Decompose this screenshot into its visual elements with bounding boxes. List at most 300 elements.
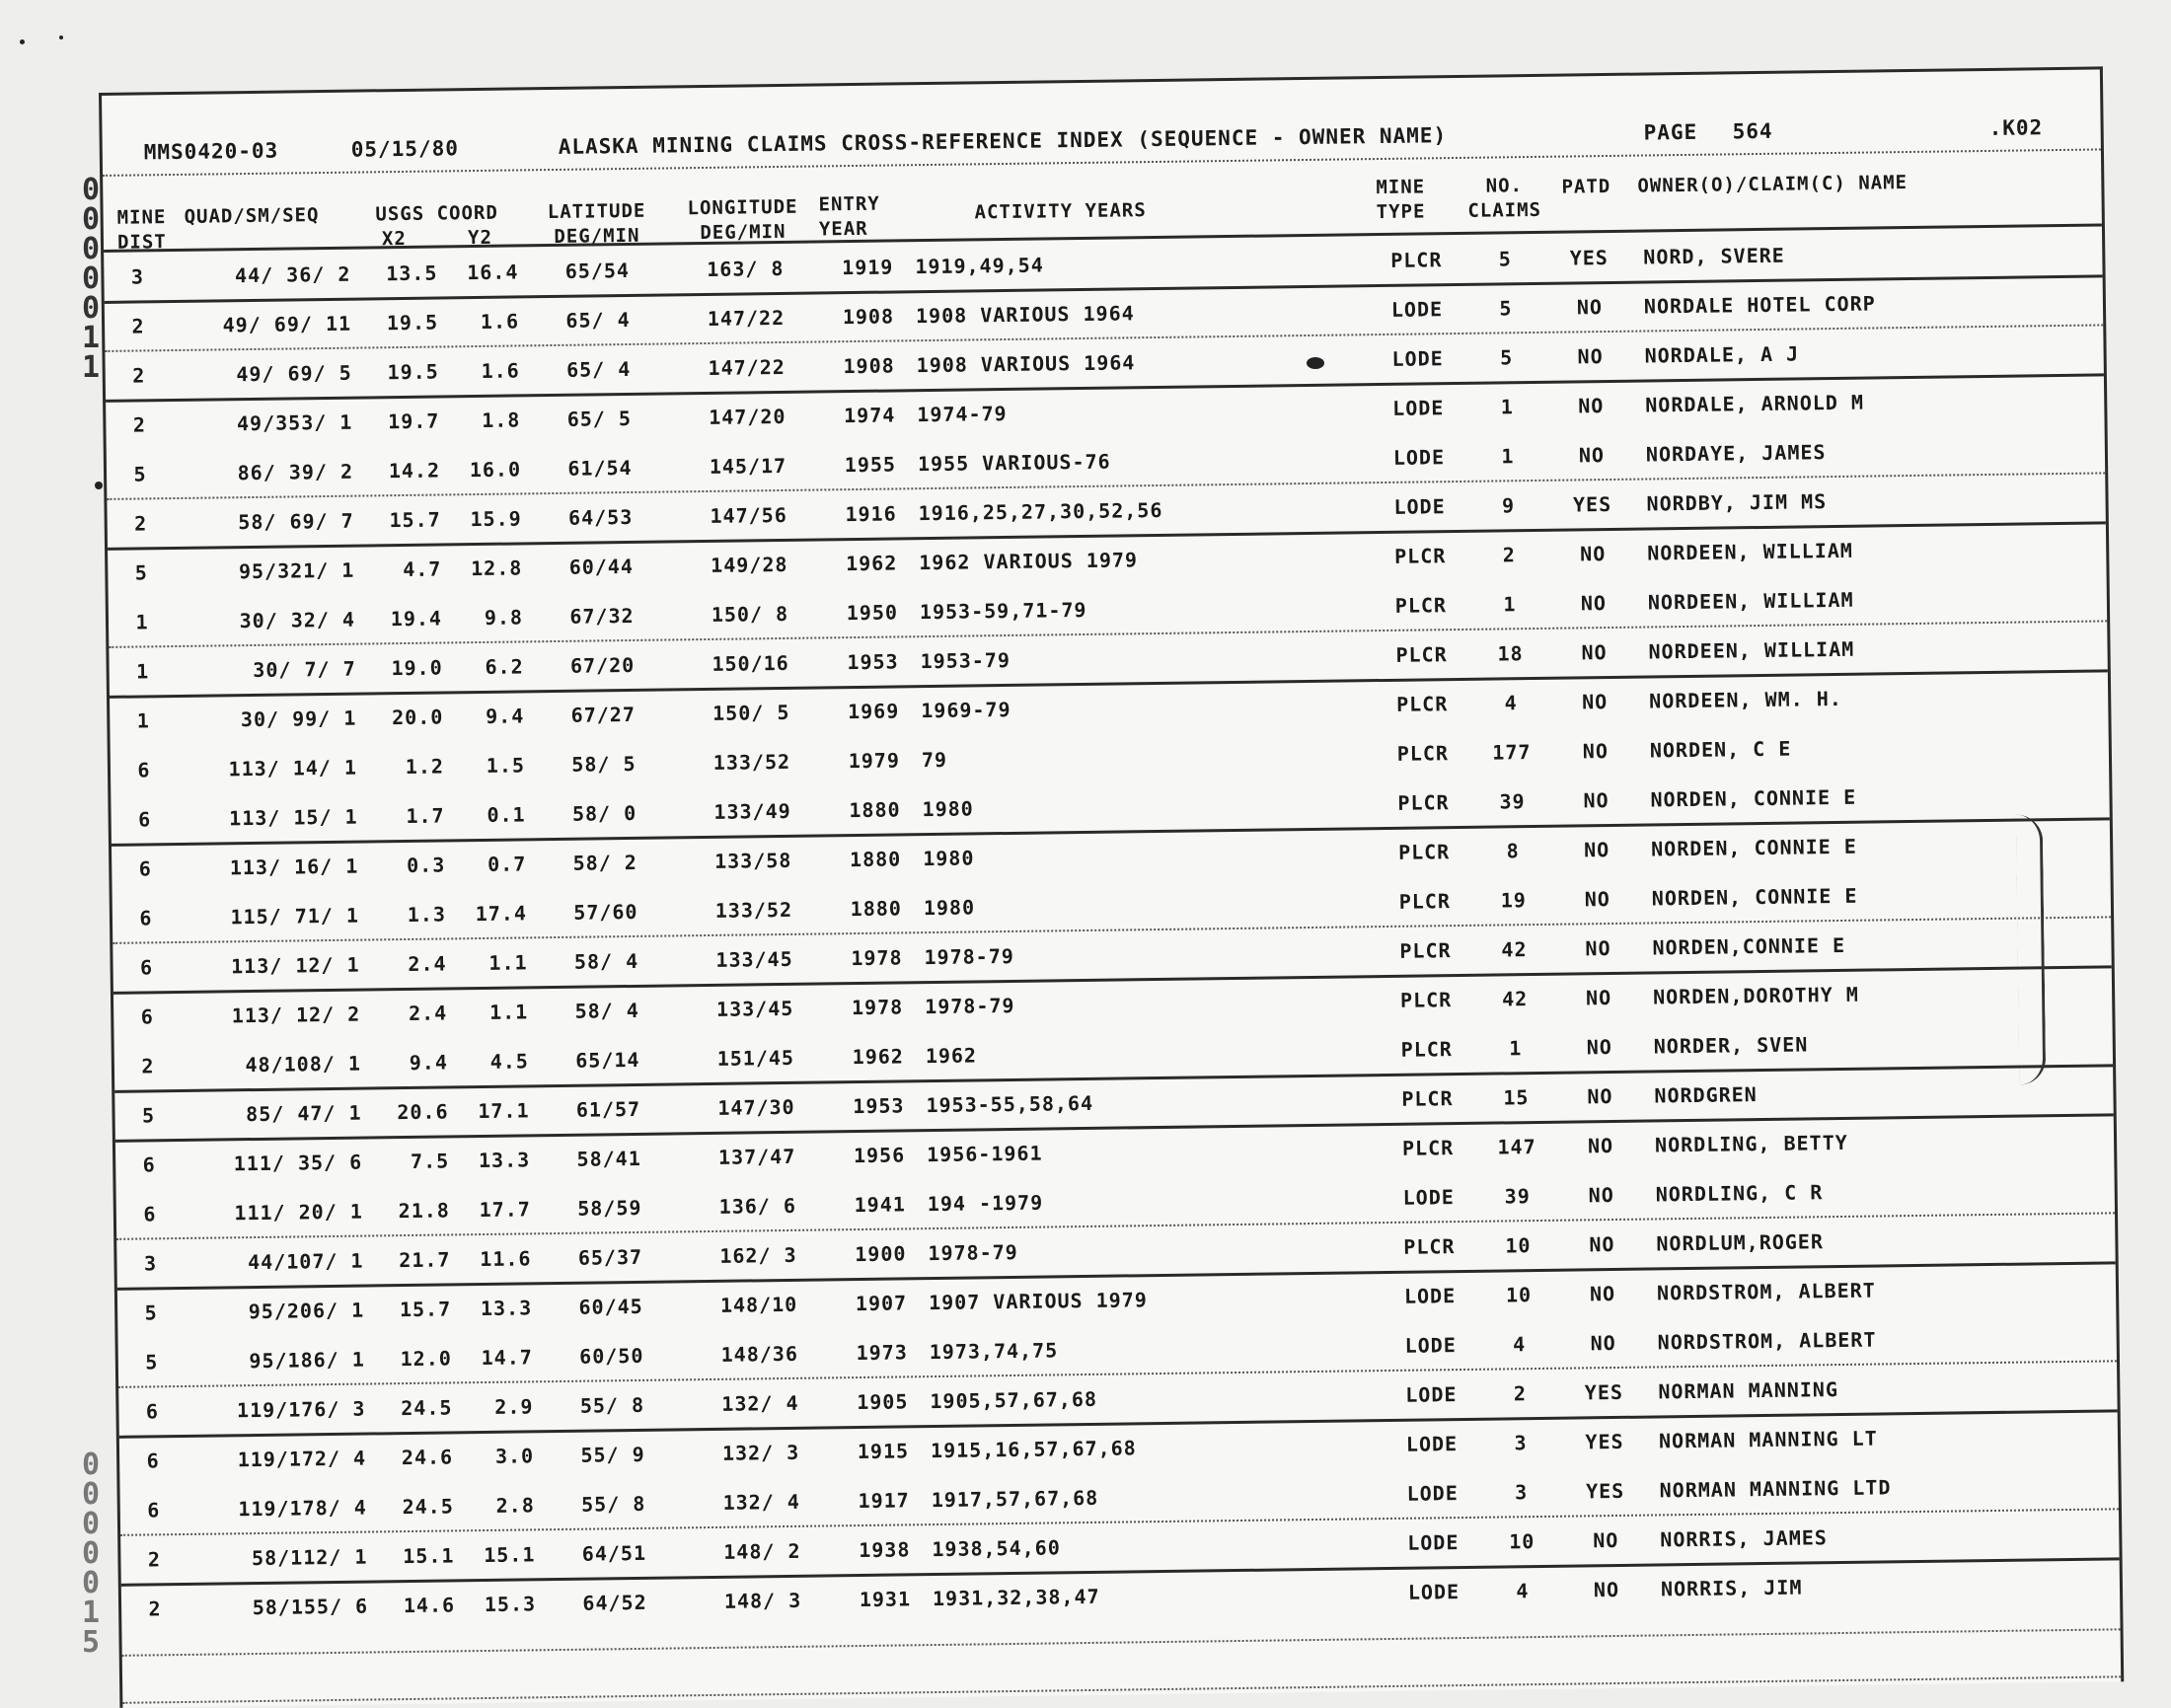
cell-type: LODE bbox=[1391, 346, 1444, 371]
cell-x2: 14.6 bbox=[403, 1593, 456, 1618]
cell-lat: 65/ 5 bbox=[566, 406, 633, 431]
cell-y2: 12.8 bbox=[471, 556, 523, 581]
cell-activity: 1908 VARIOUS 1964 bbox=[916, 350, 1136, 378]
cell-lon: 147/56 bbox=[710, 502, 787, 528]
cell-entry: 1938 bbox=[859, 1537, 911, 1563]
cell-type: LODE bbox=[1407, 1580, 1460, 1604]
cell-lon: 148/36 bbox=[720, 1341, 799, 1367]
cell-y2: 1.5 bbox=[486, 753, 526, 778]
cell-quad: 44/ 36/ 2 bbox=[234, 261, 351, 288]
cell-x2: 19.5 bbox=[386, 310, 439, 335]
col-quad: QUAD/SM/SEQ bbox=[184, 204, 320, 228]
cell-y2: 17.7 bbox=[479, 1197, 532, 1223]
cell-lon: 133/45 bbox=[715, 946, 793, 972]
col-no-claims: NO. CLAIMS bbox=[1467, 175, 1542, 222]
cell-lat: 58/ 0 bbox=[571, 800, 637, 826]
cell-activity: 1978-79 bbox=[928, 1239, 1018, 1266]
cell-lat: 65/37 bbox=[577, 1244, 643, 1270]
cell-lat: 55/ 9 bbox=[580, 1442, 645, 1467]
cell-claims: 18 bbox=[1497, 641, 1524, 666]
cell-dist: 2 bbox=[134, 511, 148, 536]
cell-owner: NORDEN,DOROTHY M bbox=[1652, 982, 1859, 1009]
cell-entry: 1900 bbox=[855, 1241, 907, 1267]
cell-activity: 1953-55,58,64 bbox=[926, 1090, 1094, 1118]
cell-lon: 150/ 5 bbox=[712, 700, 790, 725]
handwritten-bracket bbox=[2016, 814, 2047, 1084]
cell-type: PLCR bbox=[1394, 544, 1447, 568]
cell-entry: 1953 bbox=[847, 649, 899, 675]
cell-x2: 1.2 bbox=[405, 754, 445, 779]
cell-claims: 19 bbox=[1500, 888, 1528, 913]
cell-lon: 136/ 6 bbox=[718, 1193, 797, 1219]
cell-lon: 133/58 bbox=[713, 848, 792, 873]
cell-type: PLCR bbox=[1401, 1086, 1454, 1111]
cell-dist: 6 bbox=[145, 1399, 160, 1424]
cell-quad: 113/ 12/ 2 bbox=[231, 1002, 361, 1028]
cell-claims: 9 bbox=[1501, 493, 1516, 518]
cell-owner: NORDSTROM, ALBERT bbox=[1656, 1278, 1876, 1305]
col-activity-years: ACTIVITY YEARS bbox=[974, 199, 1147, 224]
cell-patd: NO bbox=[1593, 1577, 1620, 1602]
cell-claims: 10 bbox=[1505, 1283, 1533, 1307]
cell-x2: 4.7 bbox=[403, 557, 442, 582]
cell-entry: 1953 bbox=[853, 1093, 905, 1119]
ink-blot bbox=[1307, 357, 1324, 369]
cell-entry: 1974 bbox=[844, 403, 896, 428]
cell-entry: 1916 bbox=[845, 501, 897, 527]
cell-type: PLCR bbox=[1397, 790, 1450, 815]
cell-x2: 15.7 bbox=[399, 1297, 452, 1322]
cell-dist: 6 bbox=[138, 856, 152, 881]
cell-entry: 1950 bbox=[846, 600, 899, 626]
cell-dist: 2 bbox=[147, 1547, 162, 1572]
cell-claims: 4 bbox=[1516, 1579, 1530, 1603]
cell-lat: 57/60 bbox=[573, 899, 638, 925]
cell-claims: 2 bbox=[1513, 1381, 1528, 1406]
cell-patd: NO bbox=[1578, 443, 1606, 468]
col-patd: PATD bbox=[1561, 175, 1611, 198]
cell-claims: 42 bbox=[1501, 937, 1528, 962]
cell-patd: NO bbox=[1580, 542, 1607, 566]
cell-lon: 132/ 3 bbox=[721, 1440, 800, 1465]
cell-owner: NORDLING, C R bbox=[1655, 1180, 1824, 1207]
cell-dist: 2 bbox=[132, 363, 146, 388]
cell-entry: 1908 bbox=[842, 304, 895, 330]
cell-claims: 4 bbox=[1504, 691, 1518, 715]
col-entry-year: ENTRY YEAR bbox=[818, 192, 880, 241]
cell-owner: NORMAN MANNING LT bbox=[1658, 1426, 1878, 1453]
cell-quad: 49/353/ 1 bbox=[236, 409, 353, 436]
cell-owner: NORDEN, C E bbox=[1649, 736, 1792, 763]
cell-x2: 15.1 bbox=[403, 1543, 455, 1569]
cell-type: PLCR bbox=[1399, 988, 1453, 1012]
cell-y2: 9.8 bbox=[484, 605, 524, 630]
cell-lat: 65/14 bbox=[575, 1047, 640, 1073]
cell-owner: NORDAYE, JAMES bbox=[1645, 440, 1827, 467]
cell-y2: 1.6 bbox=[481, 358, 520, 383]
cell-owner: NORDEEN, WILLIAM bbox=[1647, 587, 1854, 615]
cell-x2: 19.0 bbox=[391, 655, 443, 681]
cell-dist: 6 bbox=[147, 1498, 161, 1522]
cell-patd: YES bbox=[1585, 1429, 1624, 1454]
cell-activity: 1973,74,75 bbox=[929, 1338, 1059, 1365]
cell-quad: 95/186/ 1 bbox=[249, 1347, 365, 1374]
cell-patd: NO bbox=[1580, 591, 1608, 616]
cell-lat: 60/50 bbox=[579, 1343, 644, 1369]
cell-entry: 1919 bbox=[842, 255, 894, 280]
cell-patd: NO bbox=[1578, 394, 1605, 418]
cell-patd: NO bbox=[1583, 788, 1610, 813]
cell-lon: 133/52 bbox=[712, 749, 791, 775]
cell-quad: 30/ 32/ 4 bbox=[239, 607, 356, 633]
cell-lon: 133/49 bbox=[713, 798, 791, 824]
cell-dist: 3 bbox=[130, 264, 145, 289]
cell-type: LODE bbox=[1406, 1481, 1459, 1506]
cell-quad: 113/ 14/ 1 bbox=[228, 755, 358, 781]
cell-x2: 7.5 bbox=[410, 1149, 450, 1173]
cell-lat: 60/45 bbox=[578, 1294, 643, 1319]
row-divider bbox=[122, 1628, 2121, 1657]
cell-dist: 6 bbox=[140, 1004, 154, 1029]
cell-patd: NO bbox=[1588, 1182, 1614, 1208]
cell-patd: NO bbox=[1577, 344, 1604, 369]
cell-claims: 3 bbox=[1514, 1431, 1528, 1455]
cell-quad: 119/178/ 4 bbox=[238, 1495, 367, 1522]
cell-dist: 1 bbox=[135, 659, 150, 684]
cell-type: LODE bbox=[1392, 445, 1446, 470]
cell-activity: 1916,25,27,30,52,56 bbox=[918, 497, 1163, 526]
cell-y2: 0.7 bbox=[487, 852, 527, 876]
cell-patd: NO bbox=[1585, 936, 1611, 961]
cell-type: LODE bbox=[1405, 1432, 1459, 1456]
cell-y2: 13.3 bbox=[480, 1296, 533, 1321]
cell-entry: 1907 bbox=[855, 1291, 908, 1316]
cell-quad: 95/321/ 1 bbox=[238, 557, 355, 584]
cell-claims: 42 bbox=[1501, 987, 1529, 1011]
cell-quad: 58/155/ 6 bbox=[252, 1594, 369, 1620]
cell-y2: 17.1 bbox=[478, 1098, 530, 1124]
cell-type: PLCR bbox=[1397, 840, 1451, 864]
cell-entry: 1915 bbox=[857, 1439, 910, 1464]
cell-activity: 1919,49,54 bbox=[915, 253, 1044, 279]
cell-y2: 1.8 bbox=[482, 408, 521, 432]
cell-claims: 177 bbox=[1492, 740, 1532, 765]
cell-activity: 1978-79 bbox=[925, 993, 1015, 1019]
cell-activity: 1980 bbox=[923, 846, 975, 871]
cell-entry: 1969 bbox=[847, 699, 900, 724]
cell-claims: 39 bbox=[1504, 1184, 1531, 1209]
cell-patd: NO bbox=[1584, 887, 1611, 912]
cell-lat: 58/59 bbox=[577, 1195, 642, 1221]
cell-type: PLCR bbox=[1390, 248, 1443, 272]
cell-quad: 30/ 99/ 1 bbox=[240, 705, 357, 732]
cell-patd: NO bbox=[1581, 640, 1608, 665]
cell-y2: 11.6 bbox=[480, 1246, 532, 1272]
cell-x2: 2.4 bbox=[408, 1001, 448, 1025]
cell-lon: 148/10 bbox=[719, 1292, 798, 1317]
cell-y2: 16.4 bbox=[467, 260, 519, 285]
cell-quad: 86/ 39/ 2 bbox=[237, 459, 354, 485]
cell-quad: 49/ 69/ 5 bbox=[236, 360, 352, 387]
cell-entry: 1962 bbox=[852, 1044, 905, 1070]
cell-owner: NORDEN, CONNIE E bbox=[1651, 834, 1857, 861]
cell-owner: NORDER, SVEN bbox=[1653, 1032, 1809, 1059]
cell-lat: 67/32 bbox=[569, 603, 635, 629]
cell-owner: NORDGREN bbox=[1654, 1082, 1758, 1108]
cell-x2: 19.7 bbox=[388, 408, 440, 434]
cell-dist: 1 bbox=[136, 708, 151, 733]
cell-y2: 14.7 bbox=[481, 1345, 533, 1371]
cell-y2: 1.1 bbox=[488, 950, 528, 975]
cell-owner: NORDLING, BETTY bbox=[1654, 1130, 1848, 1157]
col-longitude: LONGITUDE DEG/MIN bbox=[687, 195, 798, 245]
cell-patd: NO bbox=[1582, 739, 1610, 764]
cell-type: LODE bbox=[1390, 297, 1444, 322]
cell-dist: 6 bbox=[139, 906, 153, 930]
cell-quad: 119/172/ 4 bbox=[237, 1446, 367, 1472]
cell-owner: NORDEEN, WM. H. bbox=[1649, 686, 1842, 713]
cell-claims: 1 bbox=[1503, 592, 1517, 617]
cell-lon: 163/ 8 bbox=[707, 256, 785, 281]
cell-x2: 21.7 bbox=[399, 1247, 451, 1273]
cell-type: LODE bbox=[1392, 396, 1445, 420]
cell-lon: 137/47 bbox=[717, 1144, 796, 1169]
cell-owner: NORDALE, A J bbox=[1644, 341, 1800, 368]
cell-y2: 3.0 bbox=[494, 1444, 535, 1468]
cell-dist: 5 bbox=[144, 1300, 158, 1325]
cell-activity: 1980 bbox=[923, 895, 976, 921]
cell-owner: NORRIS, JIM bbox=[1660, 1575, 1803, 1601]
cell-y2: 15.3 bbox=[484, 1592, 537, 1617]
cell-activity: 1962 VARIOUS 1979 bbox=[919, 548, 1139, 575]
cell-quad: 111/ 35/ 6 bbox=[233, 1150, 363, 1176]
cell-lon: 133/52 bbox=[714, 897, 793, 923]
cell-patd: NO bbox=[1590, 1330, 1616, 1356]
cell-owner: NORMAN MANNING bbox=[1658, 1377, 1839, 1404]
cell-dist: 6 bbox=[139, 955, 154, 980]
cell-claims: 5 bbox=[1499, 345, 1514, 370]
cell-y2: 2.9 bbox=[494, 1394, 534, 1419]
cell-activity: 1931,32,38,47 bbox=[932, 1584, 1100, 1611]
cell-activity: 1938,54,60 bbox=[932, 1535, 1061, 1562]
cell-quad: 49/ 69/ 11 bbox=[222, 311, 352, 337]
cell-patd: NO bbox=[1589, 1281, 1616, 1306]
cell-x2: 1.7 bbox=[406, 803, 445, 828]
cell-lat: 65/ 4 bbox=[565, 307, 631, 333]
cell-claims: 10 bbox=[1509, 1529, 1535, 1554]
cell-quad: 30/ 7/ 7 bbox=[253, 656, 356, 683]
ink-speck bbox=[59, 36, 63, 39]
cell-dist: 6 bbox=[146, 1448, 160, 1473]
cell-x2: 19.5 bbox=[387, 359, 439, 385]
cell-lat: 64/51 bbox=[581, 1540, 647, 1566]
cell-x2: 12.0 bbox=[400, 1346, 452, 1372]
cell-lat: 64/52 bbox=[582, 1590, 647, 1615]
cell-lon: 150/ 8 bbox=[711, 601, 789, 627]
cell-activity: 1915,16,57,67,68 bbox=[930, 1436, 1137, 1463]
cell-dist: 1 bbox=[135, 610, 149, 634]
cell-x2: 19.4 bbox=[390, 606, 443, 631]
cell-type: PLCR bbox=[1394, 593, 1448, 618]
cell-lat: 58/ 4 bbox=[574, 998, 639, 1023]
cell-claims: 1 bbox=[1509, 1036, 1523, 1061]
cell-dist: 2 bbox=[132, 412, 147, 437]
cell-lat: 60/44 bbox=[568, 554, 635, 579]
cell-owner: NORDEN,CONNIE E bbox=[1652, 932, 1846, 960]
cell-patd: NO bbox=[1589, 1231, 1615, 1257]
page-number: 564 bbox=[1732, 118, 1773, 144]
cell-dist: 2 bbox=[141, 1054, 155, 1078]
cell-type: LODE bbox=[1393, 494, 1446, 519]
cell-type: LODE bbox=[1403, 1284, 1457, 1308]
col-mine-type: MINE TYPE bbox=[1376, 176, 1426, 224]
cell-dist: 5 bbox=[134, 560, 149, 585]
cell-entry: 1979 bbox=[848, 748, 901, 774]
cell-y2: 4.5 bbox=[489, 1049, 530, 1074]
cell-x2: 0.3 bbox=[406, 853, 446, 877]
cell-type: PLCR bbox=[1398, 889, 1452, 914]
cell-quad: 85/ 47/ 1 bbox=[246, 1100, 362, 1127]
cell-lat: 58/ 2 bbox=[572, 850, 638, 875]
cell-entry: 1978 bbox=[851, 995, 904, 1020]
cell-claims: 5 bbox=[1499, 296, 1513, 321]
cell-patd: YES bbox=[1584, 1379, 1624, 1405]
cell-activity: 1955 VARIOUS-76 bbox=[917, 449, 1111, 477]
cell-lat: 67/27 bbox=[570, 702, 636, 727]
cell-y2: 1.1 bbox=[488, 1000, 529, 1024]
cell-lat: 64/53 bbox=[567, 504, 634, 530]
cell-lat: 55/ 8 bbox=[579, 1392, 645, 1418]
cell-entry: 1955 bbox=[844, 452, 897, 478]
cell-owner: NORRIS, JAMES bbox=[1660, 1525, 1829, 1552]
cell-owner: NORDBY, JIM MS bbox=[1646, 489, 1828, 516]
cell-type: LODE bbox=[1402, 1185, 1456, 1210]
cell-owner: NORDALE, ARNOLD M bbox=[1645, 390, 1865, 417]
cell-type: PLCR bbox=[1401, 1136, 1455, 1160]
cell-lon: 148/ 2 bbox=[723, 1538, 801, 1564]
cell-lat: 58/ 5 bbox=[571, 751, 636, 777]
cell-dist: 2 bbox=[148, 1597, 162, 1621]
cell-lon: 132/ 4 bbox=[722, 1489, 801, 1515]
cell-x2: 20.6 bbox=[397, 1099, 449, 1125]
cell-entry: 1978 bbox=[851, 945, 903, 971]
cell-claims: 4 bbox=[1513, 1332, 1527, 1357]
cell-dist: 5 bbox=[145, 1350, 159, 1374]
cell-type: LODE bbox=[1405, 1382, 1458, 1407]
cell-lat: 67/20 bbox=[569, 652, 636, 678]
cell-claims: 8 bbox=[1506, 839, 1520, 863]
cell-owner: NORDSTROM, ALBERT bbox=[1657, 1327, 1877, 1355]
cell-lon: 147/22 bbox=[707, 305, 786, 331]
cell-quad: 119/176/ 3 bbox=[236, 1396, 366, 1423]
cell-quad: 115/ 71/ 1 bbox=[230, 903, 360, 929]
cell-claims: 1 bbox=[1501, 444, 1515, 469]
cell-x2: 15.7 bbox=[389, 507, 441, 533]
cell-dist: 6 bbox=[142, 1152, 156, 1177]
cell-x2: 9.4 bbox=[409, 1050, 449, 1075]
cell-activity: 1953-59,71-79 bbox=[919, 597, 1087, 625]
cell-y2: 16.0 bbox=[469, 457, 522, 483]
cell-lon: 150/16 bbox=[711, 650, 789, 676]
cell-y2: 6.2 bbox=[485, 654, 524, 679]
cell-quad: 95/206/ 1 bbox=[248, 1298, 365, 1324]
cell-owner: NORMAN MANNING LTD bbox=[1659, 1475, 1892, 1503]
cell-patd: NO bbox=[1587, 1133, 1614, 1158]
report-code: .K02 bbox=[1988, 115, 2044, 140]
cell-activity: 194 -1979 bbox=[927, 1190, 1044, 1217]
cell-lat: 61/54 bbox=[567, 455, 633, 481]
cell-owner: NORDEEN, WILLIAM bbox=[1647, 538, 1854, 565]
cell-x2: 24.5 bbox=[401, 1395, 453, 1421]
cell-quad: 44/107/ 1 bbox=[247, 1248, 364, 1275]
report-date: 05/15/80 bbox=[350, 136, 460, 162]
cell-entry: 1956 bbox=[853, 1143, 906, 1168]
cell-type: PLCR bbox=[1400, 1037, 1454, 1062]
cell-y2: 17.4 bbox=[475, 901, 528, 927]
cell-x2: 20.0 bbox=[391, 705, 444, 730]
cell-quad: 48/108/ 1 bbox=[245, 1051, 362, 1077]
cell-claims: 5 bbox=[1498, 247, 1512, 271]
margin-mark-bottom: 0000015 bbox=[81, 1448, 101, 1660]
cell-owner: NORDALE HOTEL CORP bbox=[1643, 291, 1876, 319]
cell-y2: 13.3 bbox=[478, 1148, 531, 1173]
cell-claims: 3 bbox=[1515, 1480, 1529, 1505]
cell-owner: NORD, SVERE bbox=[1643, 243, 1785, 269]
cell-lat: 55/ 8 bbox=[581, 1491, 646, 1517]
ink-speck bbox=[95, 482, 103, 489]
cell-claims: 147 bbox=[1497, 1135, 1536, 1159]
report-id: MMS0420-03 bbox=[143, 138, 279, 165]
cell-lon: 145/17 bbox=[709, 453, 787, 479]
cell-type: LODE bbox=[1404, 1333, 1457, 1358]
cell-x2: 13.5 bbox=[386, 260, 438, 286]
cell-dist: 6 bbox=[137, 758, 151, 782]
cell-lat: 58/ 4 bbox=[573, 948, 639, 974]
cell-lon: 162/ 3 bbox=[719, 1242, 797, 1268]
cell-type: PLCR bbox=[1396, 741, 1450, 766]
cell-entry: 1905 bbox=[857, 1389, 909, 1415]
cell-activity: 1978-79 bbox=[924, 943, 1014, 970]
cell-quad: 113/ 15/ 1 bbox=[229, 804, 358, 831]
cell-x2: 21.8 bbox=[398, 1198, 451, 1224]
cell-patd: NO bbox=[1576, 295, 1604, 320]
cell-patd: NO bbox=[1583, 838, 1610, 862]
cell-patd: NO bbox=[1582, 690, 1609, 714]
cell-type: PLCR bbox=[1395, 642, 1448, 667]
cell-y2: 2.8 bbox=[495, 1493, 535, 1518]
ink-speck bbox=[20, 39, 25, 44]
cell-y2: 15.1 bbox=[484, 1542, 536, 1568]
cell-claims: 15 bbox=[1503, 1085, 1530, 1110]
cell-entry: 1931 bbox=[859, 1587, 912, 1612]
cell-entry: 1962 bbox=[845, 551, 898, 576]
cell-quad: 113/ 12/ 1 bbox=[231, 952, 360, 979]
cell-owner: NORDEN, CONNIE E bbox=[1651, 883, 1858, 911]
cell-activity: 1956-1961 bbox=[927, 1141, 1043, 1167]
cell-claims: 1 bbox=[1500, 395, 1514, 419]
cell-patd: NO bbox=[1585, 986, 1612, 1010]
cell-lon: 147/20 bbox=[709, 404, 786, 429]
cell-entry: 1973 bbox=[856, 1340, 908, 1366]
cell-entry: 1941 bbox=[854, 1192, 906, 1218]
cell-claims: 2 bbox=[1502, 543, 1516, 567]
cell-y2: 9.4 bbox=[486, 704, 525, 728]
cell-entry: 1880 bbox=[849, 797, 901, 823]
cell-lat: 65/54 bbox=[564, 258, 631, 283]
cell-lon: 132/ 4 bbox=[721, 1390, 799, 1416]
cell-patd: NO bbox=[1593, 1527, 1619, 1553]
cell-quad: 113/ 16/ 1 bbox=[229, 854, 359, 880]
